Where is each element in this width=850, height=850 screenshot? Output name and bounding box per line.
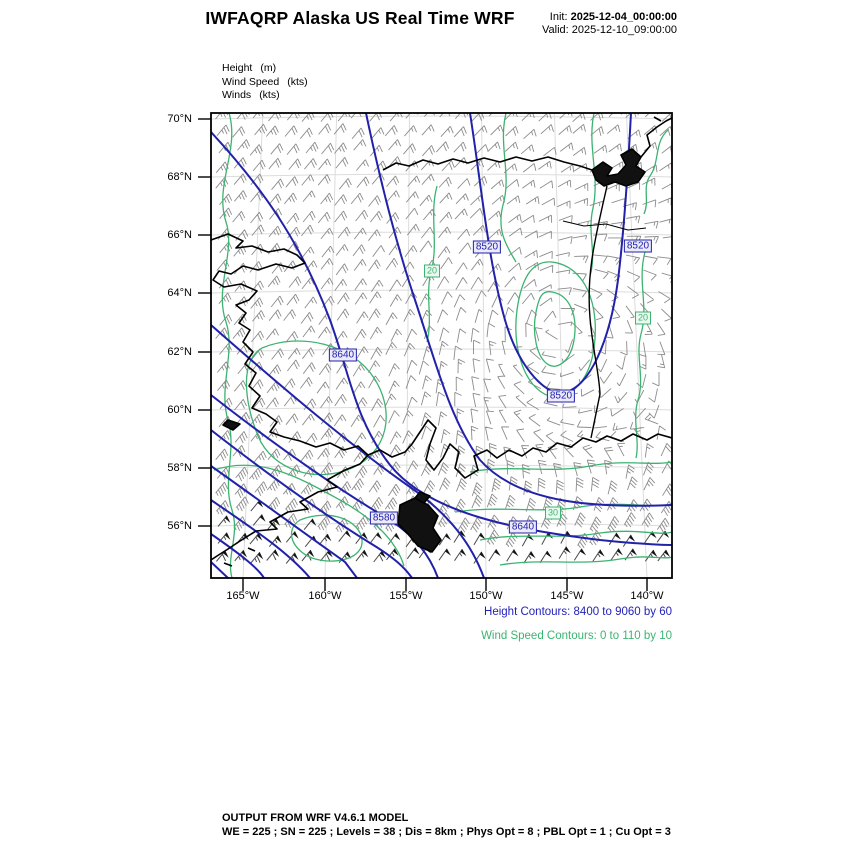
- lon-tick-label: 165°W: [226, 590, 260, 602]
- init-value: 2025-12-04_00:00:00: [570, 11, 677, 23]
- lon-tick-label: 155°W: [389, 590, 423, 602]
- init-label: Init:: [549, 11, 568, 23]
- lat-tick-label: 70°N: [167, 113, 192, 125]
- lat-tick-label: 60°N: [167, 404, 192, 416]
- legend-var-name: Height: [222, 62, 253, 74]
- mackenzie-delta: [592, 149, 645, 186]
- coastline-northeast: [641, 117, 672, 157]
- lat-ticks: [198, 119, 211, 526]
- height-contour-label: 8520: [547, 390, 575, 403]
- legend-var-name: Wind Speed: [222, 75, 280, 88]
- legend-var-unit: (kts): [259, 89, 280, 101]
- coastline-arctic: [383, 157, 592, 170]
- lat-tick-label: 58°N: [167, 462, 192, 474]
- lat-tick-label: 68°N: [167, 171, 192, 183]
- coastline-alaska-peninsula: [211, 455, 368, 560]
- lat-tick-label: 62°N: [167, 346, 192, 358]
- height-contour-label: 8580: [370, 512, 398, 525]
- legend-var-unit: (kts): [287, 75, 308, 88]
- graticule-parallel: [211, 349, 672, 352]
- height-contour-label: 8520: [473, 241, 501, 254]
- lat-tick-label: 64°N: [167, 287, 192, 299]
- legend-var-unit: (m): [260, 62, 277, 74]
- wind-speed-contour-label: 20: [424, 265, 440, 278]
- lon-tick-label: 150°W: [469, 590, 503, 602]
- lon-tick-label: 140°W: [630, 590, 664, 602]
- model-config-line: WE = 225 ; SN = 225 ; Levels = 38 ; Dis = 8km ; Phys Opt = 8 ; PBL Opt = 1 ; Cu Opt = 3: [222, 826, 671, 838]
- lat-tick-label: 56°N: [167, 520, 192, 532]
- graticule-parallel: [211, 523, 672, 526]
- wind-speed-contour: [501, 113, 516, 262]
- page-title: IWFAQRP Alaska US Real Time WRF: [205, 8, 515, 28]
- wind-speed-contour: [516, 262, 595, 397]
- lat-tick-label: 66°N: [167, 229, 192, 241]
- valid-value: 2025-12-10_09:00:00: [571, 24, 677, 36]
- model-output-line: OUTPUT FROM WRF V4.6.1 MODEL: [222, 812, 409, 824]
- height-contour-label: 8640: [509, 521, 537, 534]
- graticule-parallel: [211, 290, 672, 293]
- valid-label: Valid:: [542, 24, 569, 36]
- wind-speed-contour-caption: Wind Speed Contours: 0 to 110 by 10: [481, 630, 672, 642]
- wind-speed-contour-label: 20: [635, 312, 651, 325]
- nunivak-island: [223, 420, 240, 430]
- height-contour-caption: Height Contours: 8400 to 9060 by 60: [484, 606, 672, 618]
- wind-speed-contour-label: 30: [545, 507, 561, 520]
- lon-tick-label: 145°W: [550, 590, 584, 602]
- height-contour-label: 8520: [624, 240, 652, 253]
- lon-tick-label: 160°W: [308, 590, 342, 602]
- height-contour: [211, 562, 228, 578]
- legend-var-name: Winds: [222, 89, 252, 101]
- height-contour-label: 8640: [329, 349, 357, 362]
